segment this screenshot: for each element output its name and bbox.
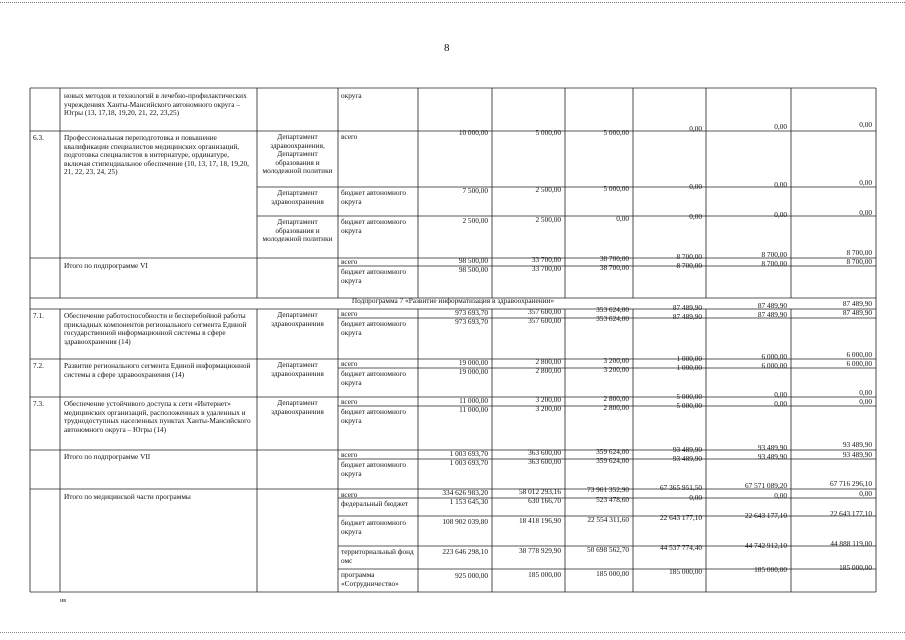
row-7-2-source-b: бюджет автономного округа [341,369,406,387]
med-e-y2: 185 000,00 [596,569,629,578]
row-7-1-b-y2: 353 624,00 [596,314,629,323]
med-d-y2: 50 698 562,70 [587,545,629,554]
med-d-total: 223 646 298,10 [442,547,488,556]
total-6-source-b: бюджет автономного округа [341,267,406,285]
med-c-y3: 22 643 177,10 [660,513,702,522]
med-d-y1: 38 778 929,90 [519,546,561,555]
row-7-2-name: Развитие регионального сегмента Единой информационной системы в сфере здравоохранения (14) [64,361,251,379]
row-7-3-name: Обеспечение устойчивого доступа к сети «Интернет» медицинских организаций, расположенных в удаленных и труднодоступных населенных пунктах Ханты-Мансийского автономного округа – Югры (14) [64,399,251,434]
row-7-1-executor: Департамент здравоохранения [271,310,324,328]
row-6-3-executor-3: Департамент образования и молодежной политики [262,217,333,244]
total-6-label: Итого по подпрограмме VI [64,261,148,270]
total-6-b-y2: 38 700,00 [599,263,629,272]
total-7-b-y2: 359 624,00 [596,456,629,465]
row-6-3-3-y3: 0,00 [689,212,702,221]
med-c-y1: 18 418 196,90 [519,516,561,525]
med-a-y3: 67 365 951,50 [660,483,702,492]
total-6-b-y3: 8 700,00 [676,261,702,270]
scan-bottom-edge [0,632,905,633]
med-total-label: Итого по медицинской части программы [64,492,191,501]
row-7-3-a-y1: 3 200,00 [535,395,561,404]
scan-top-edge [0,2,905,3]
row-7-3-b-y2: 2 800,00 [603,403,629,412]
total-7-source-a: всего [341,450,358,459]
row-7-2-number: 7.2. [33,361,44,370]
row-6-3-value-y3: 0,00 [689,124,702,133]
med-e-y4: 185 000,00 [754,565,787,574]
total-6-a-y1: 33 700,00 [531,255,561,264]
row-7-1-b-y3: 87 489,90 [672,312,702,321]
total-7-a-total: 1 003 693,70 [449,449,488,458]
row-6-3-3-y4: 0,00 [774,210,787,219]
row-7-3-source-a: всего [341,397,358,406]
total-6-b-y1: 33 700,00 [531,264,561,273]
med-b-total: 1 153 645,30 [449,497,488,506]
row-6-3-2-y1: 2 500,00 [535,185,561,194]
row-6-3-source-3: бюджет автономного округа [341,217,406,235]
total-7-source-b: бюджет автономного округа [341,460,406,478]
med-source-a: всего [341,490,358,499]
row-7-3-b-y1: 3 200,00 [535,404,561,413]
med-b-y3: 0,00 [689,493,702,502]
row-7-3-a-y2: 2 800,00 [603,394,629,403]
row-6-3-3-y5: 0,00 [859,208,872,217]
row-7-3-b-y4: 0,00 [774,399,787,408]
med-b-y4: 0,00 [774,491,787,500]
row-7-1-source-b: бюджет автономного округа [341,319,406,337]
total-7-b-y5: 93 489,90 [842,450,872,459]
row-6-3-2-y3: 0,00 [689,182,702,191]
row-7-3-b-total: 11 000,00 [459,405,488,414]
row-7-2-b-y2: 3 200,00 [603,365,629,374]
subprogram-7-title: Подпрограмма 7 «Развитие информатизация в здравоохранении» [351,296,555,305]
row-6-3-name: Профессиональная переподготовка и повышение квалификации специалистов медицинских организаций, подготовка специалистов в интернатуре, ординатуре, включая стипендиальное обеспечение (10, 13, 17, 18, 19,20, 21, 22, 23, 24, 25) [64,133,249,177]
total-7-b-y1: 363 600,00 [528,457,561,466]
row-7-1-number: 7.1. [33,311,44,320]
row-7-2-a-y2: 3 200,00 [603,356,629,365]
total-7-b-y4: 93 489,90 [757,452,787,461]
med-c-y5: 22 643 177,10 [830,509,872,518]
total-6-b-y5: 8 700,00 [846,257,872,266]
med-d-y3: 44 537 774,40 [660,543,702,552]
row-6-3-2-y5: 0,00 [859,178,872,187]
row-7-1-b-y5: 87 489,90 [842,308,872,317]
med-a-total: 334 626 983,20 [442,488,488,497]
continuation-measure-name: новых методов и технологий в лечебно-профилактических учреждениях Ханты-Мансийского автономного округа – Югры (13, 17,18, 19,20, 21, 22, 23,25) [64,91,247,118]
row-7-2-a-total: 19 000,00 [458,358,488,367]
row-7-2-executor: Департамент здравоохранения [271,360,324,378]
med-e-total: 925 000,00 [455,571,488,580]
row-6-3-2-y4: 0,00 [774,180,787,189]
row-7-3-a-y4: 0,00 [774,390,787,399]
total-6-b-total: 98 500,00 [458,265,488,274]
med-a-y1: 58 012 293,16 [519,487,561,496]
total-7-label: Итого по подпрограмме VII [64,452,151,461]
row-7-3-a-total: 11 000,00 [459,396,488,405]
row-6-3-value-y2: 5 000,00 [603,128,629,137]
med-c-total: 108 902 039,80 [442,517,488,526]
row-7-1-b-total: 973 693,70 [455,317,488,326]
row-7-1-source-a: всего [341,309,358,318]
total-6-a-y4: 8 700,00 [761,250,787,259]
row-7-3-number: 7.3. [33,399,44,408]
row-6-3-value-y4: 0,00 [774,122,787,131]
row-7-3-b-y5: 0,00 [859,397,872,406]
total-7-a-y1: 363 600,00 [528,448,561,457]
row-7-3-a-y5: 0,00 [859,388,872,397]
total-7-a-y3: 93 489,90 [672,445,702,454]
row-7-3-executor: Департамент здравоохранения [271,398,324,416]
row-7-1-a-total: 973 693,70 [455,308,488,317]
row-7-1-name: Обеспечение работоспособности и бесперебойной работы прикладных компонентов регионального сегмента Единой государственной информационной системы в сфере здравоохранения (14) [64,311,247,346]
row-7-2-source-a: всего [341,359,358,368]
row-7-3-a-y3: 5 000,00 [676,392,702,401]
row-7-2-a-y4: 6 000,00 [761,352,787,361]
row-7-3-source-b: бюджет автономного округа [341,407,406,425]
row-7-1-a-y2: 353 624,00 [596,305,629,314]
row-7-1-a-y5: 87 489,90 [842,299,872,308]
row-6-3-value-y5: 0,00 [859,120,872,129]
med-c-y4: 22 643 177,10 [745,511,787,520]
row-7-2-b-total: 19 000,00 [458,367,488,376]
row-7-2-b-y1: 2 800,00 [535,366,561,375]
med-b-y5: 0,00 [859,489,872,498]
total-7-a-y2: 359 624,00 [596,447,629,456]
page-number: 8 [444,42,450,54]
total-6-a-y5: 8 700,00 [846,248,872,257]
row-6-3-executor-1: Департамент здравоохранения, Департамент образования и молодежной политики [262,132,333,176]
total-7-b-total: 1 003 693,70 [449,458,488,467]
med-a-y5: 67 716 296,10 [830,479,872,488]
row-7-2-a-y3: 1 000,00 [676,354,702,363]
row-7-2-b-y5: 6 000,00 [846,359,872,368]
row-6-3-3-y2: 0,00 [616,214,629,223]
total-6-a-y2: 38 700,00 [599,254,629,263]
med-e-y5: 185 000,00 [839,563,872,572]
row-6-3-source-1: всего [341,132,358,141]
med-d-y5: 44 888 119,00 [830,539,872,548]
row-6-3-executor-2: Департамент здравоохранения [271,188,324,206]
med-c-y2: 22 554 311,60 [587,515,629,524]
med-source-b: федеральный бюджет [341,499,409,508]
row-7-1-b-y4: 87 489,90 [757,310,787,319]
med-a-y4: 67 571 089,20 [745,481,787,490]
row-7-2-b-y3: 1 000,00 [676,363,702,372]
total-6-source-a: всего [341,257,358,266]
total-6-a-total: 98 500,00 [458,256,488,265]
row-7-2-a-y5: 6 000,00 [846,350,872,359]
footnote-mark: нв [60,598,67,604]
row-7-1-a-y4: 87 489,90 [757,301,787,310]
total-6-b-y4: 8 700,00 [761,259,787,268]
row-6-3-3-y1: 2 500,00 [535,215,561,224]
row-6-3-2-total: 7 500,00 [462,186,488,195]
row-6-3-2-y2: 5 000,00 [603,184,629,193]
total-7-b-y3: 93 489,90 [672,454,702,463]
row-6-3-number: 6.3. [33,133,44,142]
row-7-2-a-y1: 2 800,00 [535,357,561,366]
row-7-1-b-y1: 357 600,00 [528,316,561,325]
row-7-1-a-y3: 87 489,90 [672,303,702,312]
med-source-d: территориальный фонд омс [341,547,414,565]
med-b-y2: 523 478,60 [596,495,629,504]
med-source-e: программа «Сотрудничество» [341,570,399,588]
row-7-1-a-y1: 357 600,00 [528,307,561,316]
med-source-c: бюджет автономного округа [341,518,406,536]
total-7-a-y4: 93 489,90 [757,443,787,452]
med-b-y1: 630 166,70 [528,496,561,505]
total-7-a-y5: 93 489,90 [842,440,872,449]
row-6-3-3-total: 2 500,00 [462,216,488,225]
med-a-y2: 73 961 352,90 [587,485,629,494]
row-6-3-value-y1: 5 000,00 [535,128,561,137]
row-6-3-source-2: бюджет автономного округа [341,188,406,206]
med-e-y3: 185 000,00 [669,567,702,576]
row-6-3-value-total: 10 000,00 [458,128,488,137]
med-d-y4: 44 742 912,10 [745,541,787,550]
med-e-y1: 185 000,00 [528,570,561,579]
row-7-3-b-y3: 5 000,00 [676,401,702,410]
row-7-2-b-y4: 6 000,00 [761,361,787,370]
continuation-source: округа [341,91,362,100]
total-6-a-y3: 8 700,00 [676,252,702,261]
